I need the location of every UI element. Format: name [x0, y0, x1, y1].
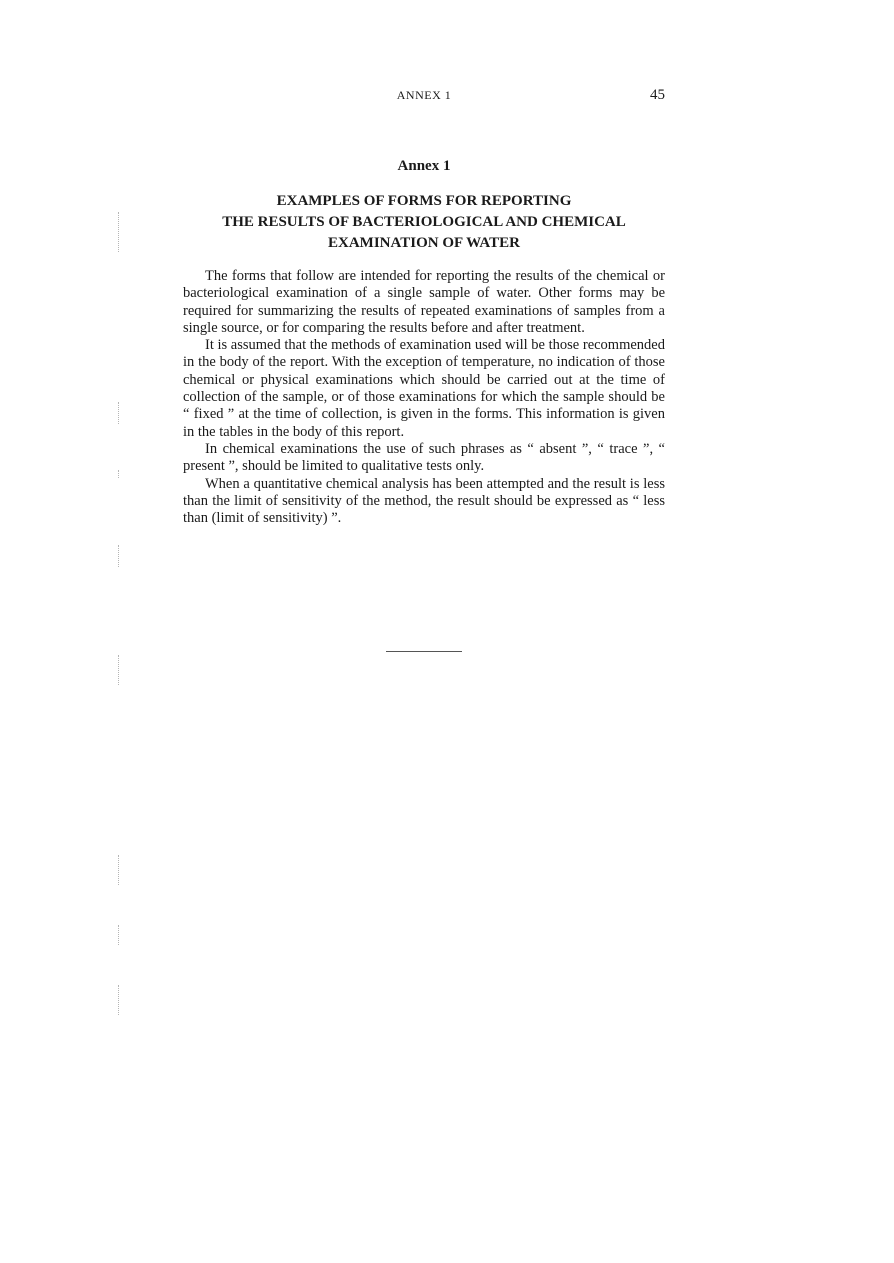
margin-scan-mark	[118, 545, 119, 567]
margin-scan-mark	[118, 985, 119, 1015]
running-title: ANNEX 1	[396, 88, 452, 102]
margin-scan-mark	[118, 212, 119, 252]
margin-scan-mark	[118, 925, 119, 945]
section-end-rule	[386, 651, 462, 652]
title-line-1: EXAMPLES OF FORMS FOR REPORTING	[276, 193, 572, 209]
margin-scan-mark	[118, 655, 119, 685]
paragraph-4: When a quantitative chemical analysis has been attempted and the result is less than the limit of sensitivity of the method, the result should be expressed as “ less than (limit of sensitivity) ”.	[183, 475, 665, 527]
page-number: 45	[650, 87, 665, 103]
paragraph-2: It is assumed that the methods of examination used will be those recommended in the body of the report. With the exception of temperature, no indication of those chemical or physical examinations which should be carried out at the time of collection of the sample, or of those examinations for which the sample should be “ fixed ” at the time of collection, is given in the forms. This information is given in the tables in the body of this report.	[183, 337, 665, 440]
title-line-2: THE RESULTS OF BACTERIOLOGICAL AND CHEMICAL	[222, 214, 626, 230]
margin-scan-mark	[118, 402, 119, 424]
paragraph-3: In chemical examinations the use of such phrases as “ absent ”, “ trace ”, “ present ”, should be limited to qualitative tests only.	[183, 440, 665, 475]
body-text	[183, 268, 665, 527]
paragraph-1: The forms that follow are intended for reporting the results of the chemical or bacteriological examination of a single sample of water. Other forms may be required for summarizing the results of repeated examinations of samples from a single source, or for comparing the results before and after treatment.	[183, 268, 665, 336]
margin-scan-mark	[118, 855, 119, 885]
main-title	[183, 191, 665, 254]
running-head	[183, 88, 665, 108]
title-line-3: EXAMINATION OF WATER	[328, 235, 520, 251]
margin-scan-mark	[118, 470, 119, 478]
annex-heading: Annex 1	[397, 158, 451, 174]
